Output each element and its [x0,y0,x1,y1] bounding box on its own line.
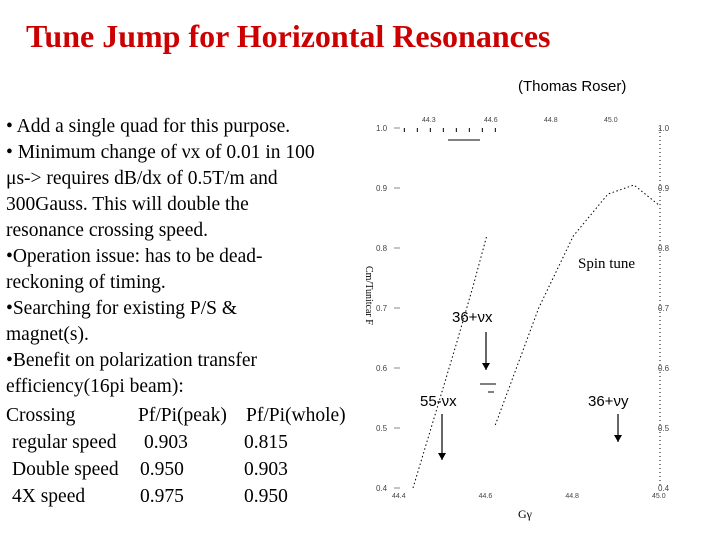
crossing-speed-table [6,402,356,510]
y-tick-label-right: 0.8 [658,244,670,253]
y-tick-label-left: 0.9 [376,184,388,193]
y-tick-label-left: 0.5 [376,424,388,433]
bullet-line: • Add a single quad for this purpose. [6,116,291,137]
table-header-cell: Crossing [6,405,76,426]
bullet-line: 300Gauss. This will double the [6,194,249,215]
spin-tune-curve [495,185,660,425]
bullet-line: μs-> requires dB/dx of 0.5T/m and [6,168,278,189]
y-tick-label-right: 0.5 [658,424,670,433]
spin-tune-chart [360,108,720,528]
nux-upper-label: 36+νx [452,309,493,326]
table-cell: 0.903 [144,432,188,453]
table-header-cell: Pf/Pi(whole) [246,405,346,426]
resonance-curve [413,236,487,488]
bullet-line: •Searching for existing P/S & [6,298,238,319]
y-tick-label-right: 0.6 [658,364,670,373]
table-row [6,429,356,456]
x-tick-label-bottom: 45.0 [652,493,666,500]
y-tick-label-right: 1.0 [658,124,670,133]
bullet-line: • Minimum change of νx of 0.01 in 100 [6,142,315,163]
nuy-arrow-head [614,435,622,442]
spin-tune-label: Spin tune [578,256,636,272]
y-tick-label-right: 0.4 [658,484,670,493]
x-tick-label-bottom: 44.8 [565,493,579,500]
table-cell: 0.975 [140,486,184,507]
y-tick-label-left: 0.6 [376,364,388,373]
table-cell: Double speed [12,459,119,480]
x-tick-label-top: 45.0 [604,117,618,124]
nux-lower-label: 55-νx [420,393,457,410]
nux-lower-arrow-head [438,453,446,460]
y-tick-label-left: 0.8 [376,244,388,253]
y-tick-label-right: 0.7 [658,304,670,313]
bullet-line: reckoning of timing. [6,272,166,293]
x-axis-label: Gγ [518,507,532,521]
bullet-list [6,114,356,400]
y-tick-label-left: 0.4 [376,484,388,493]
table-header-cell: Pf/Pi(peak) [138,405,227,426]
nuy-label: 36+νy [588,393,629,410]
table-cell: 0.950 [244,486,288,507]
table-cell: 0.903 [244,459,288,480]
table-row [6,456,356,483]
table-cell: regular speed [12,432,117,453]
slide-title: Tune Jump for Horizontal Resonances [26,18,551,54]
x-tick-label-top: 44.8 [544,117,558,124]
table-row [6,483,356,510]
bullet-line: •Operation issue: has to be dead- [6,246,263,267]
bullet-line: •Benefit on polarization transfer [6,350,258,371]
table-cell: 0.950 [140,459,184,480]
nux-upper-arrow-head [482,363,490,370]
y-tick-label-left: 1.0 [376,124,388,133]
x-tick-label-bottom: 44.6 [478,493,493,500]
x-tick-label-top: 44.3 [422,117,436,124]
author-credit: (Thomas Roser) [518,78,627,95]
bullet-line: efficiency(16pi beam): [6,376,184,397]
y-axis-label: Cm/Tunitcar F [363,266,374,325]
bullet-line: magnet(s). [6,324,89,345]
x-tick-label-top: 44.6 [484,117,498,124]
table-header-row [6,402,356,429]
table-cell: 0.815 [244,432,288,453]
bullet-line: resonance crossing speed. [6,220,208,241]
x-tick-label-bottom: 44.4 [392,493,406,500]
y-tick-label-right: 0.9 [658,184,670,193]
y-tick-label-left: 0.7 [376,304,388,313]
table-cell: 4X speed [12,486,86,507]
